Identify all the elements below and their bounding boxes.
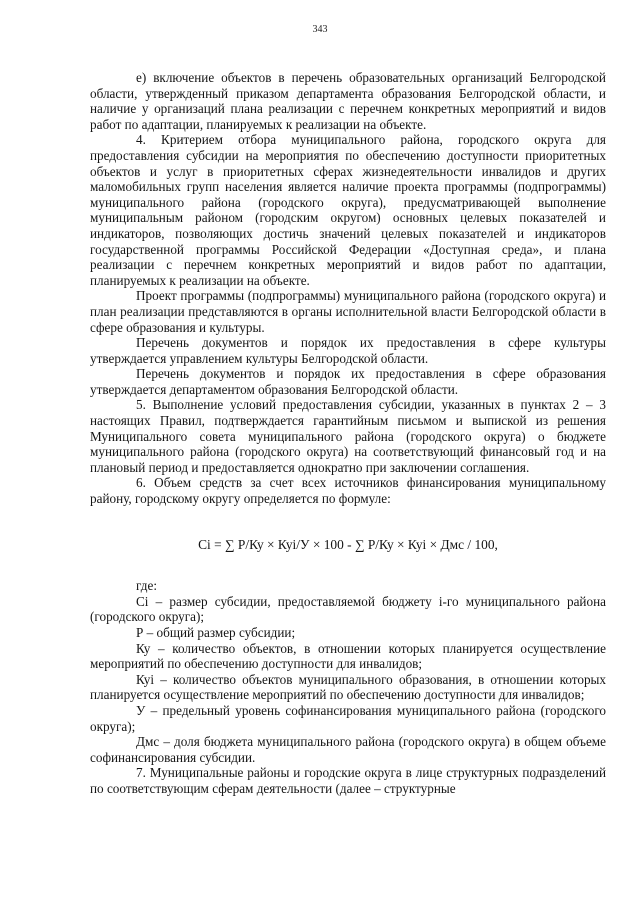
where-label: где: (136, 578, 157, 594)
paragraph-criterion-4: 4. Критерием отбора муниципального района, городского округа для предоставления субсидии на мероприятия по обеспечению доступности приоритетных объектов и услуг в приоритетных сферах жизнедеятельности инвалидов и других маломобильных групп населения является наличие проекта программы (подпрограммы) муниципального района (городского округа), предусматривающей выполнение муниципальным районом (городским округом) основных целевых показателей и индикаторов, позволяющих достичь значений целевых показателей и индикаторов государственной программы Российской Федерации «Доступная среда», и плана реализации с перечнем конкретных мероприятий и видов работ по адаптации, планируемых к реализации на объекте. (90, 132, 606, 288)
paragraph-funding-6: 6. Объем средств за счет всех источников финансирования муниципальному району, городскому округу определяется по формуле: (90, 475, 606, 507)
definition-kui: Куi – количество объектов муниципального образования, в отношении которых планируется осуществление мероприятий по обеспечению доступности для инвалидов; (90, 671, 606, 703)
paragraph-municipal-7: 7. Муниципальные районы и городские округа в лице структурных подразделений по соответствующим сферам деятельности (далее – структурные (90, 765, 606, 796)
subsidy-formula: Сi = ∑ Р/Ку × Куi/У × 100 - ∑ Р/Ку × Куi × Дмс / 100, (198, 536, 498, 552)
paragraph-item-e: е) включение объектов в перечень образовательных организаций Белгородской области, утвержденный приказом департамента образования Белгородской области, и наличие у организаций плана реализации с перечнем конкретных мероприятий и видов работ по адаптации, планируемых к реализации на объекте. (90, 70, 606, 132)
document-body (90, 70, 606, 797)
paragraph-education-documents: Перечень документов и порядок их предоставления в сфере образования утверждается департаментом образования Белгородской области. (90, 366, 606, 397)
definition-u: У – предельный уровень софинансирования муниципального района (городского округа); (90, 702, 606, 734)
definition-dms: Дмс – доля бюджета муниципального района (городского округа) в общем объеме софинансирования субсидии. (90, 734, 606, 765)
page-number: 343 (312, 24, 328, 35)
definition-ku: Ку – количество объектов, в отношении которых планируется осуществление мероприятий по обеспечению доступности для инвалидов; (90, 640, 606, 672)
definition-ci: Сi – размер субсидии, предоставляемой бюджету i-го муниципального района (городского округа); (90, 593, 606, 625)
paragraph-culture-documents: Перечень документов и порядок их предоставления в сфере культуры утверждается управлением культуры Белгородской области. (90, 335, 606, 366)
paragraph-conditions-5: 5. Выполнение условий предоставления субсидии, указанных в пунктах 2 – 3 настоящих Правил, подтверждается гарантийным письмом и выпиской из решения Муниципального совета муниципального района (городского округа) о бюджете муниципального района (городского округа) на соответствующий финансовый год и на плановый период и предоставляется однократно при заключении соглашения. (90, 397, 606, 475)
paragraph-project-submission: Проект программы (подпрограммы) муниципального района (городского округа) и план реализации представляются в органы исполнительной власти Белгородской области в сфере образования и культуры. (90, 288, 606, 335)
definition-p: Р – общий размер субсидии; (136, 625, 296, 640)
